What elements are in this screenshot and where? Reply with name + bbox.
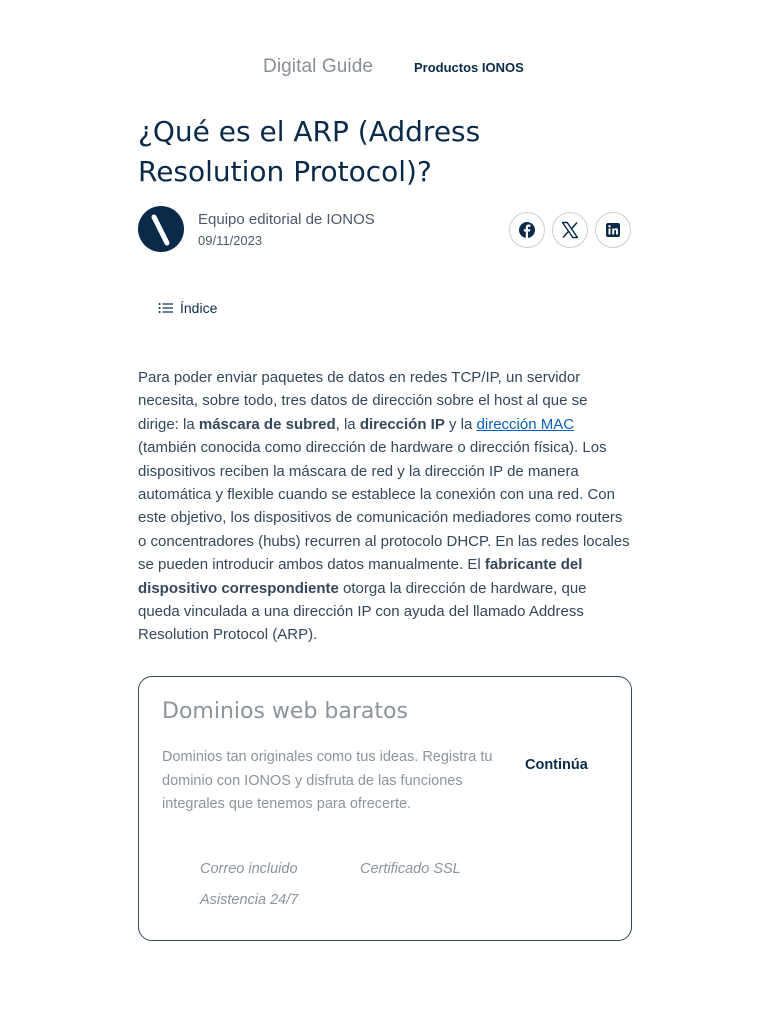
mac-address-link[interactable]: dirección MAC — [476, 415, 575, 433]
feature-ssl: Certificado SSL — [360, 861, 461, 877]
index-label: Índice — [180, 300, 218, 316]
share-x-button[interactable] — [552, 212, 588, 248]
site-header — [0, 54, 768, 82]
bold-ip-address: dirección IP — [359, 415, 445, 433]
publish-date: 09/11/2023 — [198, 233, 263, 248]
digital-guide-logo[interactable]: Digital Guide — [263, 56, 374, 77]
productos-ionos-link[interactable]: Productos IONOS — [414, 60, 524, 75]
promo-title: Dominios web baratos — [162, 699, 408, 724]
page-title: ¿Qué es el ARP (Address Resolution Protocol)? — [138, 115, 481, 188]
share-facebook-button[interactable] — [509, 212, 545, 248]
continue-link[interactable]: Continúa — [525, 757, 588, 773]
feature-support: Asistencia 24/7 — [200, 892, 299, 908]
table-of-contents-toggle[interactable] — [158, 298, 217, 318]
bold-device-manufacturer: fabricante del dispositivo correspondiente — [138, 556, 583, 597]
feature-email: Correo incluido — [200, 861, 298, 877]
author-name[interactable]: Equipo editorial de IONOS — [198, 211, 375, 228]
author-avatar — [138, 206, 184, 252]
linkedin-icon — [605, 222, 621, 238]
intro-paragraph: Para poder enviar paquetes de datos en redes TCP/IP, un servidor necesita, sobre todo, tres datos de dirección sobre el host al que se dirige: la máscara de subred, la dirección IP y la dirección MAC (también conocida como dirección de hardware o dirección física). Los dispositivos reciben la máscara de red y la dirección IP de manera automática y flexible cuando se establece la conexión con una red. Con este objetivo, los dispositivos de comunicación mediadores como routers o concentradores (hubs) recurren al protocolo DHCP. En las redes locales se pueden introducir ambos datos manualmente. El fabricante del dispositivo correspondiente otorga la dirección de hardware, que queda vinculada a una dirección IP con ayuda del llamado Address Resolution Protocol (ARP). — [138, 369, 630, 644]
bold-subnet-mask: máscara de subred — [198, 415, 336, 433]
promo-description: Dominios tan originales como tus ideas. Registra tu dominio con IONOS y disfruta de las funciones integrales que tenemos para ofrecerte. — [162, 749, 493, 812]
ionos-slash-icon — [138, 206, 184, 252]
domains-promo-card[interactable] — [138, 676, 632, 941]
share-linkedin-button[interactable] — [595, 212, 631, 248]
x-icon — [560, 220, 580, 240]
author-row — [138, 206, 632, 254]
list-icon — [158, 301, 174, 315]
facebook-icon — [518, 221, 536, 239]
